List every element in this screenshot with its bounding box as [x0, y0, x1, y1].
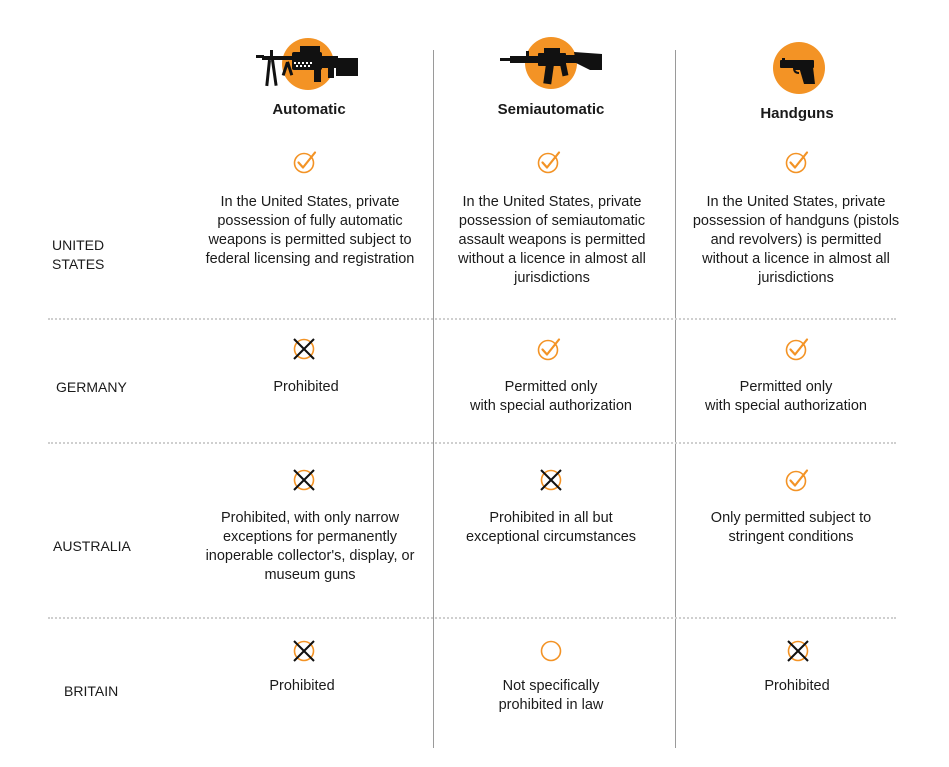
- prohibited-glyph: [785, 638, 811, 664]
- checkmark-icon: [536, 149, 562, 175]
- cell-us-handguns: In the United States, private possession of handguns (pistols and revolvers) is permitted without a licence in almost all jurisdictions: [692, 194, 900, 286]
- country-label-britain: BRITAIN: [64, 683, 119, 699]
- cell-germany-automatic: Prohibited: [273, 379, 339, 395]
- checkmark-icon: [292, 149, 318, 175]
- cell-australia-semiautomatic: Prohibited in all but exceptional circumstances: [465, 510, 637, 545]
- cross-icon: [785, 638, 811, 664]
- permitted-glyph: [536, 336, 562, 362]
- checkmark-icon: [784, 149, 810, 175]
- country-label-united-states: [52, 217, 152, 274]
- cell-britain-semiautomatic: Not specifically prohibited in law: [498, 678, 604, 713]
- permitted-glyph: [784, 149, 810, 175]
- row-separator-1: [48, 318, 896, 320]
- cell-germany-semiautomatic: Permitted only with special authorization: [469, 379, 632, 414]
- prohibited-glyph: [538, 467, 564, 493]
- permitted-glyph: [784, 467, 810, 493]
- permitted-glyph: [292, 149, 318, 175]
- cell-britain-handguns: Prohibited: [764, 678, 830, 694]
- cross-icon: [291, 638, 317, 664]
- prohibited-glyph: [291, 638, 317, 664]
- country-line: UNITED STATES: [52, 237, 105, 272]
- column-header-semiautomatic: Semiautomatic: [497, 101, 605, 118]
- cell-germany-handguns: Permitted only with special authorization: [704, 379, 867, 414]
- cell-australia-automatic: Prohibited, with only narrow exceptions for permanently inoperable collector's, display, or museum guns: [205, 510, 415, 583]
- cross-icon: [291, 467, 317, 493]
- pistol-icon: [771, 40, 827, 96]
- column-divider-1: [433, 50, 434, 748]
- row-separator-2: [48, 442, 896, 444]
- cross-icon: [538, 467, 564, 493]
- permitted-glyph: [536, 149, 562, 175]
- cross-icon: [291, 336, 317, 362]
- permitted-glyph: [784, 336, 810, 362]
- cell-us-semiautomatic: In the United States, private possession of semiautomatic assault weapons is permitted without a licence in almost all jurisdictions: [458, 194, 646, 286]
- prohibited-glyph: [291, 336, 317, 362]
- cell-britain-automatic: Prohibited: [269, 678, 335, 694]
- cell-us-automatic: In the United States, private possession of fully automatic weapons is permitted subject to federal licensing and registration: [205, 194, 415, 267]
- country-label-australia: AUSTRALIA: [53, 538, 131, 554]
- column-header-automatic: Automatic: [272, 101, 346, 118]
- column-divider-2: [675, 50, 676, 748]
- country-label-germany: GERMANY: [56, 379, 127, 395]
- row-separator-3: [48, 617, 896, 619]
- checkmark-icon: [784, 467, 810, 493]
- prohibited-glyph: [291, 467, 317, 493]
- checkmark-icon: [784, 336, 810, 362]
- machine-gun-icon: [256, 36, 360, 94]
- open-circle-icon: [538, 638, 564, 664]
- column-header-handguns: Handguns: [760, 105, 834, 122]
- cell-australia-handguns: Only permitted subject to stringent conditions: [710, 510, 872, 545]
- checkmark-icon: [536, 336, 562, 362]
- unspecified-glyph: [538, 638, 564, 664]
- assault-rifle-icon: [500, 36, 604, 94]
